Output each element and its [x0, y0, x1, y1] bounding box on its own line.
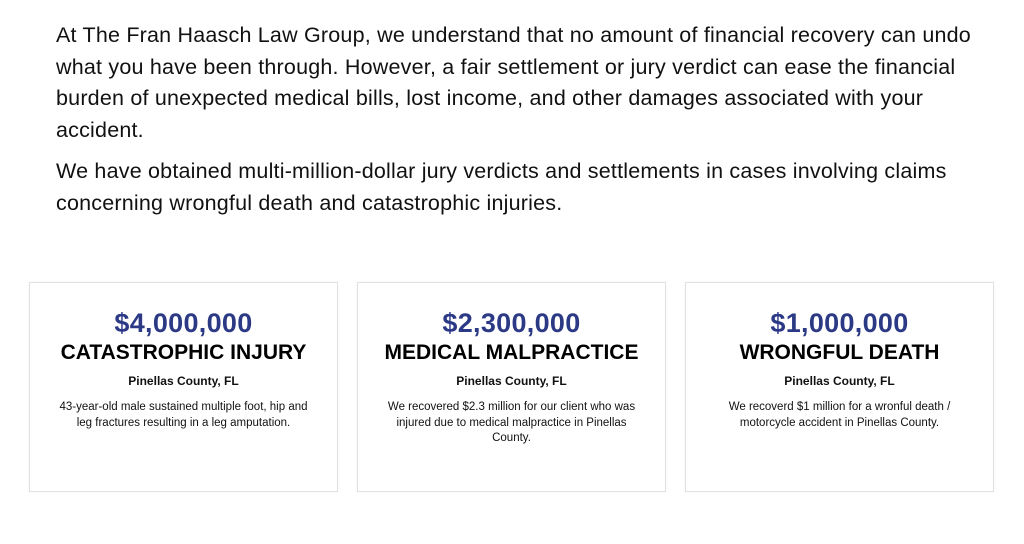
case-amount: $2,300,000	[442, 308, 581, 338]
intro-paragraph-1: At The Fran Haasch Law Group, we understand that no amount of financial recovery can undo what you have been through. However, a fair settlement or jury verdict can ease the financial burden of unexpected medical bills, lost income, and other damages associated with your accident.	[56, 23, 971, 142]
intro-section	[56, 20, 976, 229]
case-location: Pinellas County, FL	[784, 374, 895, 388]
case-title: WRONGFUL DEATH	[739, 341, 940, 364]
case-title: MEDICAL MALPRACTICE	[384, 341, 639, 364]
case-card-medical-malpractice	[357, 282, 666, 492]
case-description: We recoverd $1 million for a wronful death / motorcycle accident in Pinellas County.	[728, 401, 951, 429]
case-description: 43-year-old male sustained multiple foot, hip and leg fractures resulting in a leg amputation.	[59, 401, 308, 429]
case-location: Pinellas County, FL	[128, 374, 239, 388]
case-card-wrongful-death	[685, 282, 994, 492]
case-results	[29, 282, 995, 494]
intro-paragraph-2: We have obtained multi-million-dollar jury verdicts and settlements in cases involving claims concerning wrongful death and catastrophic injuries.	[56, 159, 947, 215]
case-amount: $1,000,000	[770, 308, 909, 338]
case-amount: $4,000,000	[114, 308, 253, 338]
case-description: We recovered $2.3 million for our client who was injured due to medical malpractice in Pinellas County.	[387, 401, 636, 444]
case-title: CATASTROPHIC INJURY	[60, 341, 307, 364]
case-card-catastrophic-injury	[29, 282, 338, 492]
case-location: Pinellas County, FL	[456, 374, 567, 388]
